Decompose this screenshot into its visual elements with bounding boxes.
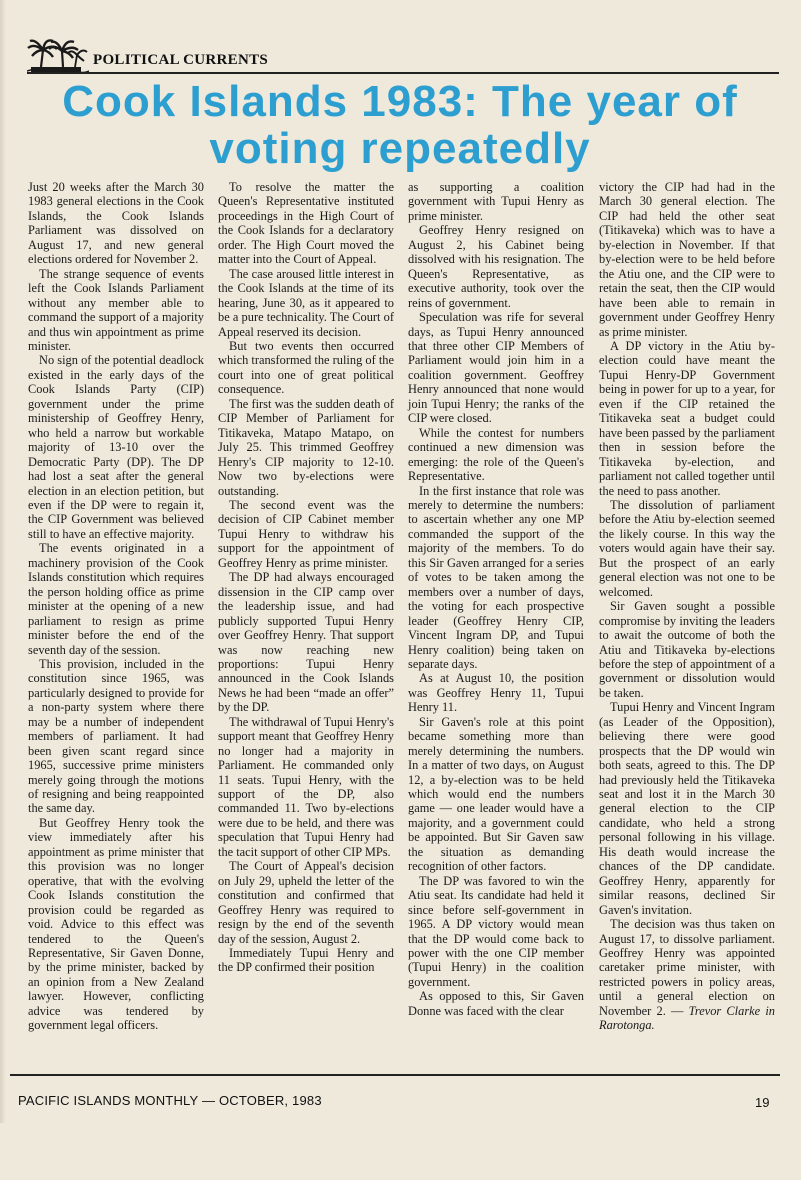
- article-column-1: [28, 180, 204, 1033]
- paragraph: Sir Gaven's role at this point became something more than merely determining the numbers. In a matter of two days, on August 12, a by-election was to be held which would end the numbers game — one leader would have a majority, and a government could be appointed. But Sir Gaven saw the situation as demanding recognition of other factors.: [408, 714, 584, 874]
- paragraph-text: The decision was thus taken on August 17, to dissolve parliament. Geoffrey Henry was appointed caretaker prime minister, with restricted powers in policy areas, until a general election on November 2. —: [599, 917, 775, 1018]
- paragraph: [599, 917, 775, 1033]
- article-headline: Cook Islands 1983: The year of voting repeatedly: [62, 77, 738, 173]
- paragraph: The events originated in a machinery provision of the Cook Islands constitution which requires the person holding office as prime minister at the opening of a new parliament to resign as prime minister before the end of the seventh day of the session.: [28, 541, 204, 657]
- paragraph: This provision, included in the constitution since 1965, was particularly designed to provide for a non-party system where there may be a number of independent members of parliament. It had been given scant regard since 1965, successive prime ministers merely going through the motions of resigning and being reappointed the same day.: [28, 656, 204, 816]
- paragraph: As at August 10, the position was Geoffrey Henry 11, Tupui Henry 11.: [408, 671, 584, 715]
- paragraph: victory the CIP had had in the March 30 general election. The CIP had held the other seat (Titikaveka) which was to have a by-election in November. If that by-election were to be held before the Atiu one, and the CIP were to retain the seat, then the CIP would have been able to remain in government under Geoffrey Henry as prime minister.: [599, 180, 775, 339]
- paragraph: To resolve the matter the Queen's Representative instituted proceedings in the High Court of the Cook Islands for a declaratory order. The High Court moved the matter into the Court of Appeal.: [218, 180, 394, 267]
- paragraph: As opposed to this, Sir Gaven Donne was faced with the clear: [408, 989, 584, 1018]
- section-title: POLITICAL CURRENTS: [93, 52, 269, 68]
- paragraph: The strange sequence of events left the Cook Islands Parliament without any member able to command the support of a majority and thus win appointment as prime minister.: [28, 266, 204, 353]
- paragraph: The DP was favored to win the Atiu seat. Its candidate had held it since before self-government in 1965. A DP victory would mean that the DP would come back to power with the one CIP member (Tupui Henry) in the coalition government.: [408, 873, 584, 989]
- paragraph: The DP had always encouraged dissension in the CIP camp over the leadership issue, and had publicly supported Tupui Henry over Geoffrey Henry. That support was now reaching new proportions: Tupui Henry announced in the Cook Islands News he had been “made an offer” by the DP.: [218, 570, 394, 715]
- paragraph: Sir Gaven sought a possible compromise by inviting the leaders to await the outcome of both the Atiu and Titikaveka by-elections before the step of appointment of a government or dissolution would be taken.: [599, 599, 775, 700]
- paragraph: The first was the sudden death of CIP Member of Parliament for Titikaveka, Matapo Matapo, on July 25. This trimmed Geoffrey Henry's CIP majority to 12-10. Now two by-elections were outstanding.: [218, 396, 394, 498]
- paragraph: While the contest for numbers continued a new dimension was emerging: the role of the Queen's Representative.: [408, 425, 584, 484]
- publication-footer: PACIFIC ISLANDS MONTHLY — OCTOBER, 1983: [18, 1093, 322, 1108]
- article-column-4: [599, 180, 775, 1033]
- paragraph: Geoffrey Henry resigned on August 2, his Cabinet being dissolved with his resignation. The Queen's Representative, as executive authority, took over the reins of government.: [408, 223, 584, 310]
- paragraph: But Geoffrey Henry took the view immediately after his appointment as prime minister that this provision was no longer operative, that with the evolving Cook Islands constitution the provision could be regarded as void. Advice to this effect was tendered to the Queen's Representative, Sir Gaven Donne, by the prime minister, backed by an opinion from a New Zealand lawyer. However, conflicting advice was tendered by government legal officers.: [28, 815, 204, 1033]
- paragraph: The withdrawal of Tupui Henry's support meant that Geoffrey Henry no longer had a majority in Parliament. He commanded only 11 seats. Tupui Henry, with the support of the DP, also commanded 11. Two by-elections were due to be held, and there was speculation that Tupui Henry had the tacit support of other CIP MPs.: [218, 714, 394, 859]
- byline: Trevor Clarke in Rarotonga.: [599, 1003, 775, 1033]
- paragraph: as supporting a coalition government with Tupui Henry as prime minister.: [408, 180, 584, 223]
- paragraph: Tupui Henry and Vincent Ingram (as Leader of the Opposition), believing there were good prospects that the DP would win both seats, agreed to this. The DP had previously held the Titikaveka seat and lost it in the March 30 general election to the CIP candidate, who held a strong personal following in his village. His death would increase the chances of the DP candidate. Geoffrey Henry, apparently for similar reasons, declined Sir Gaven's invitation.: [599, 700, 775, 917]
- footer-rule: [10, 1074, 780, 1076]
- header-rule: [27, 72, 779, 74]
- paragraph: Just 20 weeks after the March 30 1983 general elections in the Cook Islands, the Cook Islands Parliament was dissolved on August 17, and new general elections ordered for November 2.: [28, 180, 204, 267]
- paragraph: The case aroused little interest in the Cook Islands at the time of its hearing, June 30, as it appeared to be a pure technicality. The Court of Appeal reserved its decision.: [218, 266, 394, 339]
- article-body: [28, 180, 778, 1180]
- page-number: 19: [755, 1095, 770, 1110]
- paragraph: Speculation was rife for several days, as Tupui Henry announced that three other CIP Members of Parliament would join him in a coalition government. Geoffrey Henry announced that none would join Tupui Henry; the ranks of the CIP were closed.: [408, 310, 584, 426]
- paragraph: The Court of Appeal's decision on July 29, upheld the letter of the constitution and confirmed that Geoffrey Henry was required to resign by the end of the seventh day of the session, August 2.: [218, 859, 394, 946]
- palm-trees-island-icon: [27, 38, 89, 74]
- article-column-2: [218, 180, 394, 975]
- paragraph: In the first instance that role was merely to determine the numbers: to ascertain whether any one MP commanded the support of the majority of the members. To do this Sir Gaven arranged for a series of votes to be taken among the members over a number of days, the voting for each prospective leader (Geoffrey Henry CIP, Vincent Ingram DP, and Tupui Henry coalition) being taken on separate days.: [408, 483, 584, 671]
- paragraph: No sign of the potential deadlock existed in the early days of the Cook Islands Party (CIP) government under the prime ministership of Geoffrey Henry, who held a narrow but workable majority of 13-10 over the Democratic Party (DP). The DP had lost a seat after the general election in an election petition, but even if the DP were to regain it, the CIP Government was believed still to have an effective majority.: [28, 353, 204, 541]
- paragraph: Immediately Tupui Henry and the DP confirmed their position: [218, 946, 394, 975]
- paragraph: The second event was the decision of CIP Cabinet member Tupui Henry to withdraw his support for the appointment of Geoffrey Henry as prime minister.: [218, 497, 394, 570]
- paragraph: But two events then occurred which transformed the ruling of the court into one of great political consequence.: [218, 338, 394, 397]
- paragraph: The dissolution of parliament before the Atiu by-election seemed the likely course. In this way the voters would again have their say. But the prospect of an early general election was not one to be welcomed.: [599, 497, 775, 599]
- page-edge: [0, 0, 6, 1123]
- section-header: [27, 38, 779, 74]
- article-column-3: [408, 180, 584, 1018]
- paragraph: A DP victory in the Atiu by-election could have meant the Tupui Henry-DP Government being in power for up to a year, for even if the CIP retained the Titikaveka seat a budget could have been passed by the parliament then in session before the Titikaveka by-election, and parliament not called together until the need to pass another.: [599, 338, 775, 498]
